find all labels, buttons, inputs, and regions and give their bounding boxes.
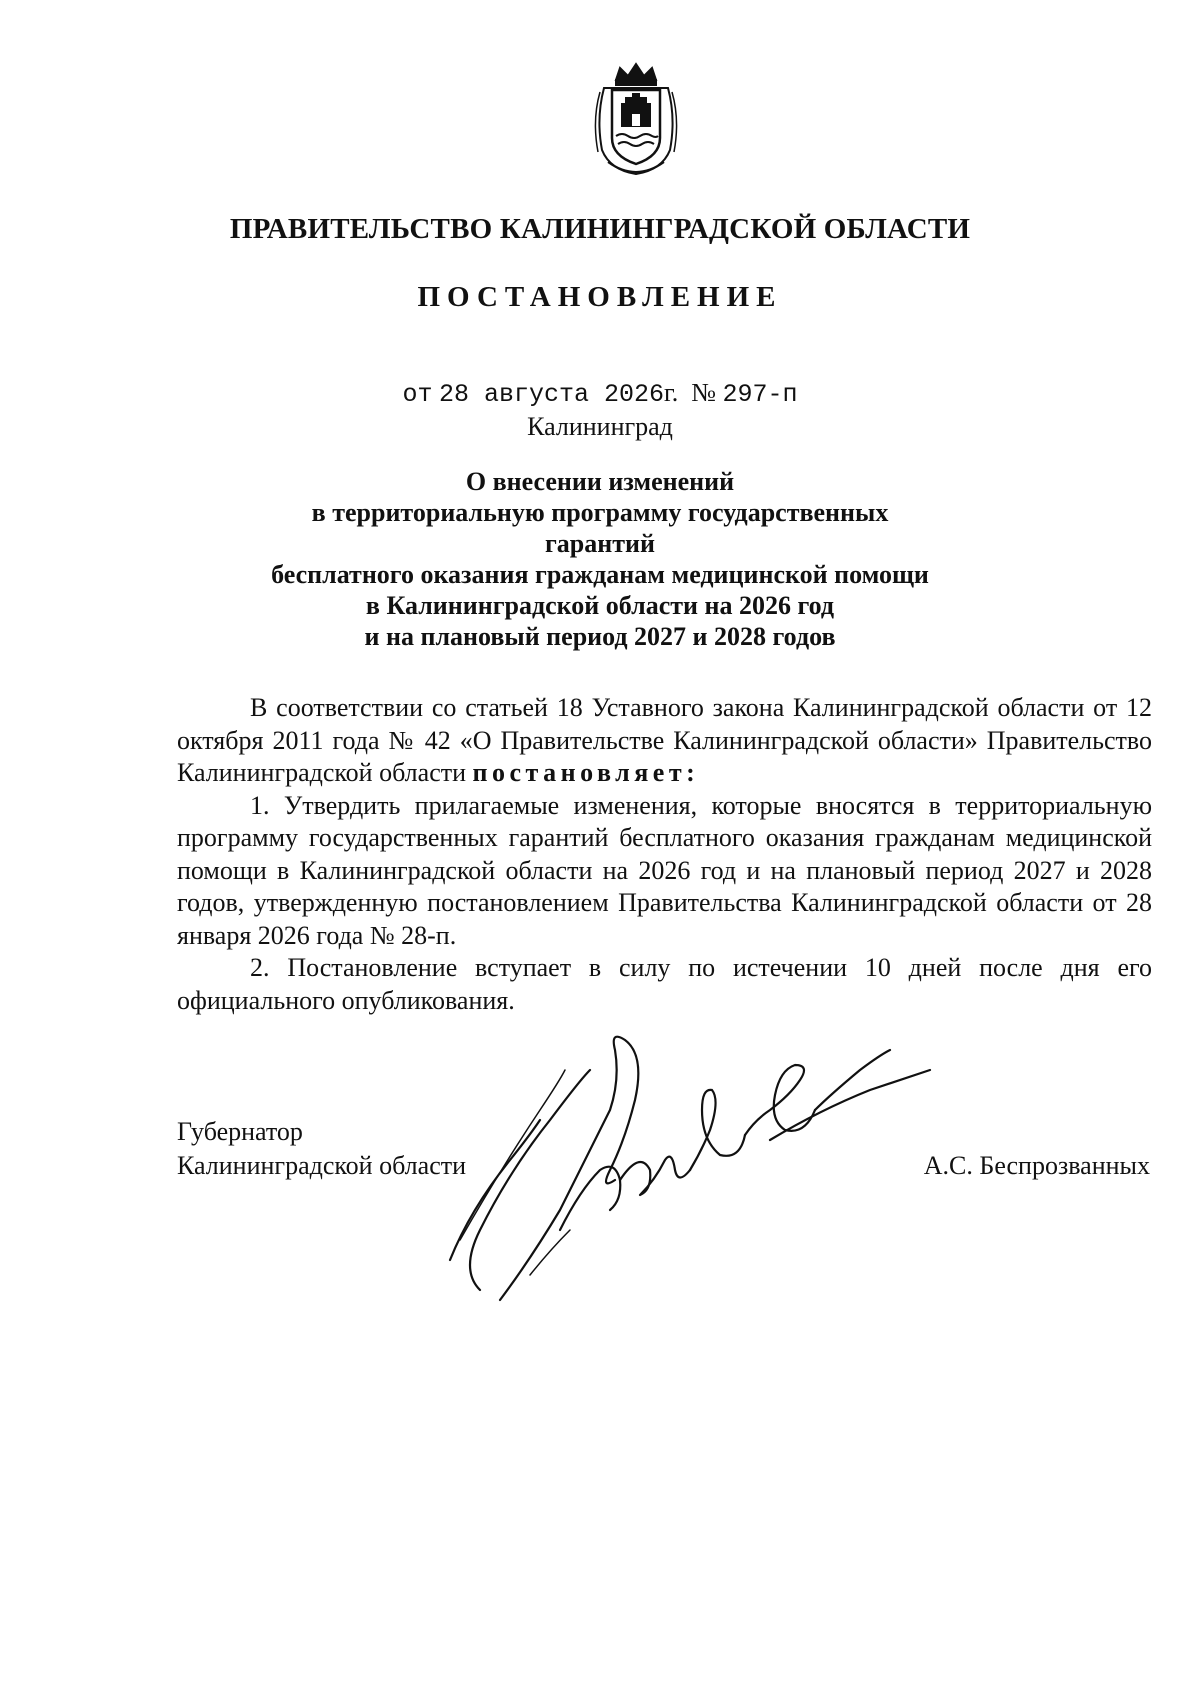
- document-body: [177, 692, 1152, 1017]
- list-item-text: 1. Утвердить прилагаемые изменения, которые вносятся в территориальную программу государственных гарантий бесплатного оказания гражданам медицинской помощи в Калининградской области на 2026 год и на плановый период 2027 и 2028 годов, утвержденную постановлением Правительства Калининградской области от 28 января 2026 года № 28-п.: [177, 790, 1152, 950]
- title-line: в Калининградской области на 2026 год: [365, 591, 835, 620]
- coat-of-arms-icon: [586, 58, 686, 178]
- preamble-paragraph: [177, 692, 1152, 790]
- title-line: О внесении изменений: [465, 467, 735, 496]
- title-line: и на плановый период 2027 и 2028 годов: [364, 622, 836, 651]
- position-line: Калининградской области: [177, 1151, 467, 1180]
- resolves-word: постановляет:: [472, 758, 700, 787]
- preamble-text: В соответствии со статьей 18 Уставного закона Калининградской области от 12 октября 2011 года № 42 «О Правительстве Калининградской области» Правительство Калининградской области: [177, 693, 1152, 787]
- document-city: Калининград: [527, 412, 673, 441]
- document-title: [260, 466, 940, 652]
- title-line: бесплатного оказания гражданам медицинской помощи: [271, 560, 929, 589]
- title-line: в территориальную программу государственных гарантий: [311, 498, 889, 558]
- date-value: 28 августа 2026: [438, 380, 664, 409]
- date-prefix: от: [402, 380, 433, 409]
- handwritten-signature-icon: [440, 1010, 940, 1310]
- year-suffix: г.: [664, 378, 679, 407]
- list-item-1: [177, 790, 1152, 953]
- signatory-position: [177, 1115, 466, 1183]
- number-label: №: [691, 378, 717, 407]
- list-item-text: 2. Постановление вступает в силу по истечении 10 дней после дня его официального опубликования.: [177, 953, 1152, 1015]
- document-number: 297-п: [722, 380, 798, 409]
- signatory-name: А.С. Беспрозванных: [923, 1151, 1150, 1180]
- organization-name: ПРАВИТЕЛЬСТВО КАЛИНИНГРАДСКОЙ ОБЛАСТИ: [229, 213, 971, 245]
- list-item-2: [177, 952, 1152, 1017]
- document-date-number: [0, 378, 1200, 409]
- document-type: ПОСТАНОВЛЕНИЕ: [417, 281, 783, 313]
- position-line: Губернатор: [177, 1117, 303, 1146]
